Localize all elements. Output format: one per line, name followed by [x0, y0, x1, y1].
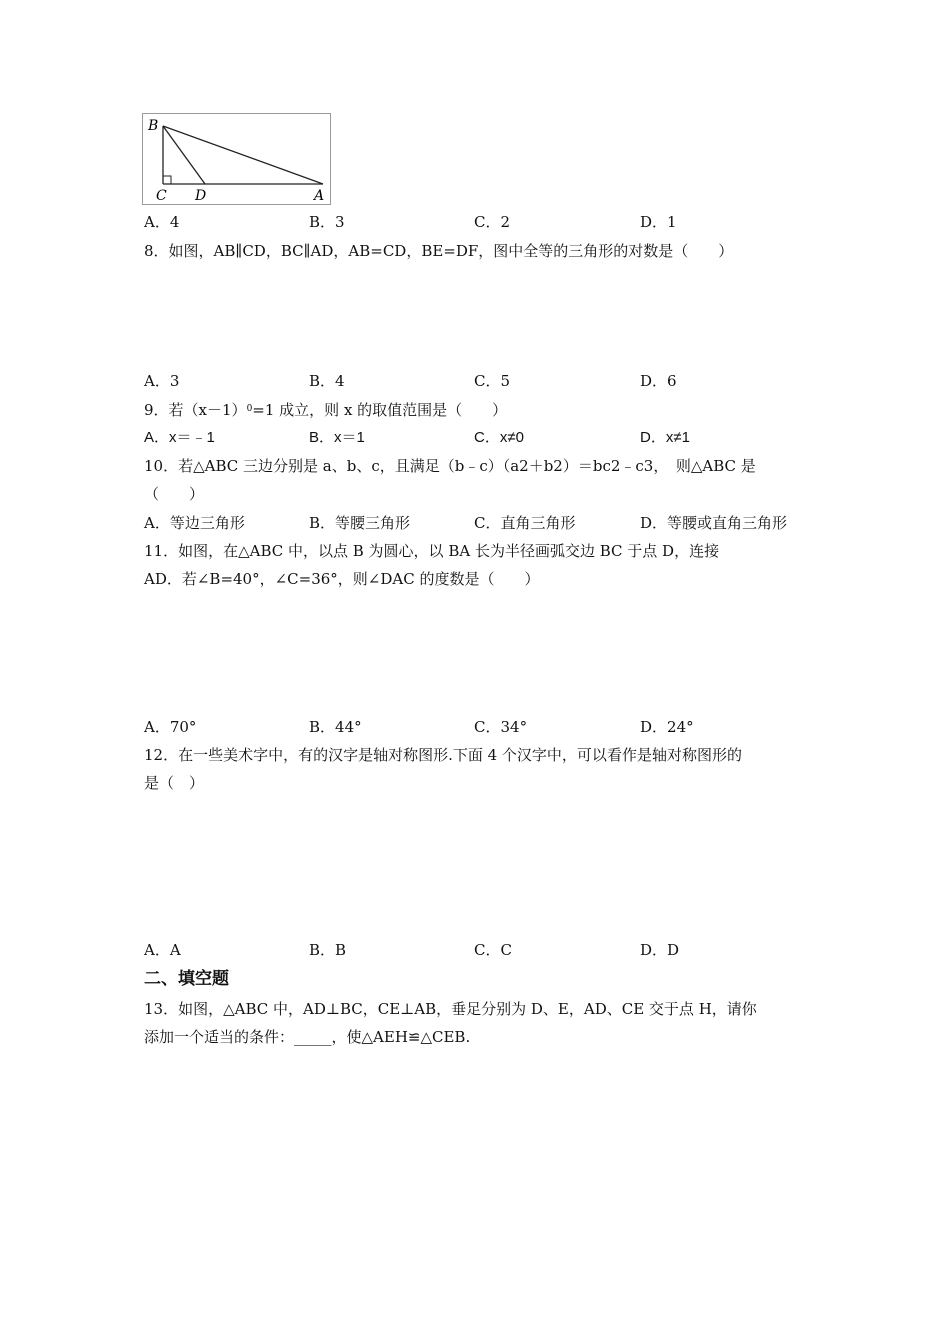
q9-exponent: 0: [246, 404, 253, 414]
q9-text-post: =1 成立，则 x 的取值范围是（ ）: [252, 401, 508, 419]
q12-option-d[interactable]: D．D: [640, 941, 680, 959]
q11-text-line1: 11．如图，在△ABC 中，以点 B 为圆心，以 BA 长为半径画弧交边 BC 于点 D，连接: [144, 542, 720, 560]
right-angle-mark: [163, 176, 171, 184]
label-d: D: [195, 188, 207, 204]
q8-option-d[interactable]: D．6: [640, 372, 677, 390]
q7-option-b[interactable]: B．3: [309, 213, 345, 231]
triangle-figure: [142, 113, 331, 205]
q9-option-d[interactable]: D．x≠1: [640, 429, 690, 446]
q11-text-line2: AD．若∠B=40°，∠C=36°，则∠DAC 的度数是（ ）: [144, 570, 540, 588]
q11-option-d[interactable]: D．24°: [640, 718, 694, 736]
q8-option-c[interactable]: C．5: [474, 372, 511, 390]
q10-text-line2: （ ）: [144, 485, 205, 503]
q10-option-c[interactable]: C．直角三角形: [474, 514, 576, 532]
q7-option-a[interactable]: A．4: [144, 213, 180, 231]
q8-option-a[interactable]: A．3: [144, 372, 180, 390]
segment-ba: [163, 126, 323, 184]
label-c: C: [156, 188, 167, 204]
q10-option-d[interactable]: D．等腰或直角三角形: [640, 514, 788, 532]
q8-option-b[interactable]: B．4: [309, 372, 345, 390]
q13-text-line1: 13．如图，△ABC 中，AD⊥BC，CE⊥AB，垂足分别为 D、E，AD、CE 交于点 H，请你: [144, 1000, 757, 1018]
q10-option-a[interactable]: A．等边三角形: [144, 514, 245, 532]
q12-text-line2: 是（ ）: [144, 774, 205, 792]
q12-text-line1: 12．在一些美术字中，有的汉字是轴对称图形.下面 4 个汉字中，可以看作是轴对称图形的: [144, 746, 742, 764]
q11-option-c[interactable]: C．34°: [474, 718, 528, 736]
q11-option-a[interactable]: A．70°: [144, 718, 197, 736]
q7-option-c[interactable]: C．2: [474, 213, 511, 231]
label-b: B: [148, 118, 159, 134]
q12-option-a[interactable]: A．A: [144, 941, 181, 959]
q9-text: [144, 399, 507, 420]
q12-option-c[interactable]: C．C: [474, 941, 512, 959]
q9-option-a[interactable]: A．x＝﹣1: [144, 429, 215, 446]
q13-text-line2: 添加一个适当的条件：_____，使△AEH≌△CEB.: [144, 1028, 471, 1046]
q11-option-b[interactable]: B．44°: [309, 718, 362, 736]
q9-text-pre: 9．若（x－1）: [144, 401, 247, 419]
segment-bd: [163, 126, 205, 184]
q9-option-c[interactable]: C．x≠0: [474, 429, 524, 446]
q8-text: 8．如图，AB∥CD，BC∥AD，AB=CD，BE=DF，图中全等的三角形的对数是（ ）: [144, 242, 734, 260]
q12-option-b[interactable]: B．B: [309, 941, 347, 959]
q7-option-d[interactable]: D．1: [640, 213, 677, 231]
label-a: A: [314, 188, 325, 204]
section-heading-fill-in: 二、填空题: [144, 969, 229, 989]
q9-option-b[interactable]: B．x＝1: [309, 429, 365, 446]
q10-text-line1: 10．若△ABC 三边分别是 a、b、c，且满足（b﹣c）（a2＋b2）＝bc2﹣c3， 则△ABC 是: [144, 457, 756, 475]
q10-option-b[interactable]: B．等腰三角形: [309, 514, 411, 532]
triangle-diagram: [143, 114, 330, 204]
